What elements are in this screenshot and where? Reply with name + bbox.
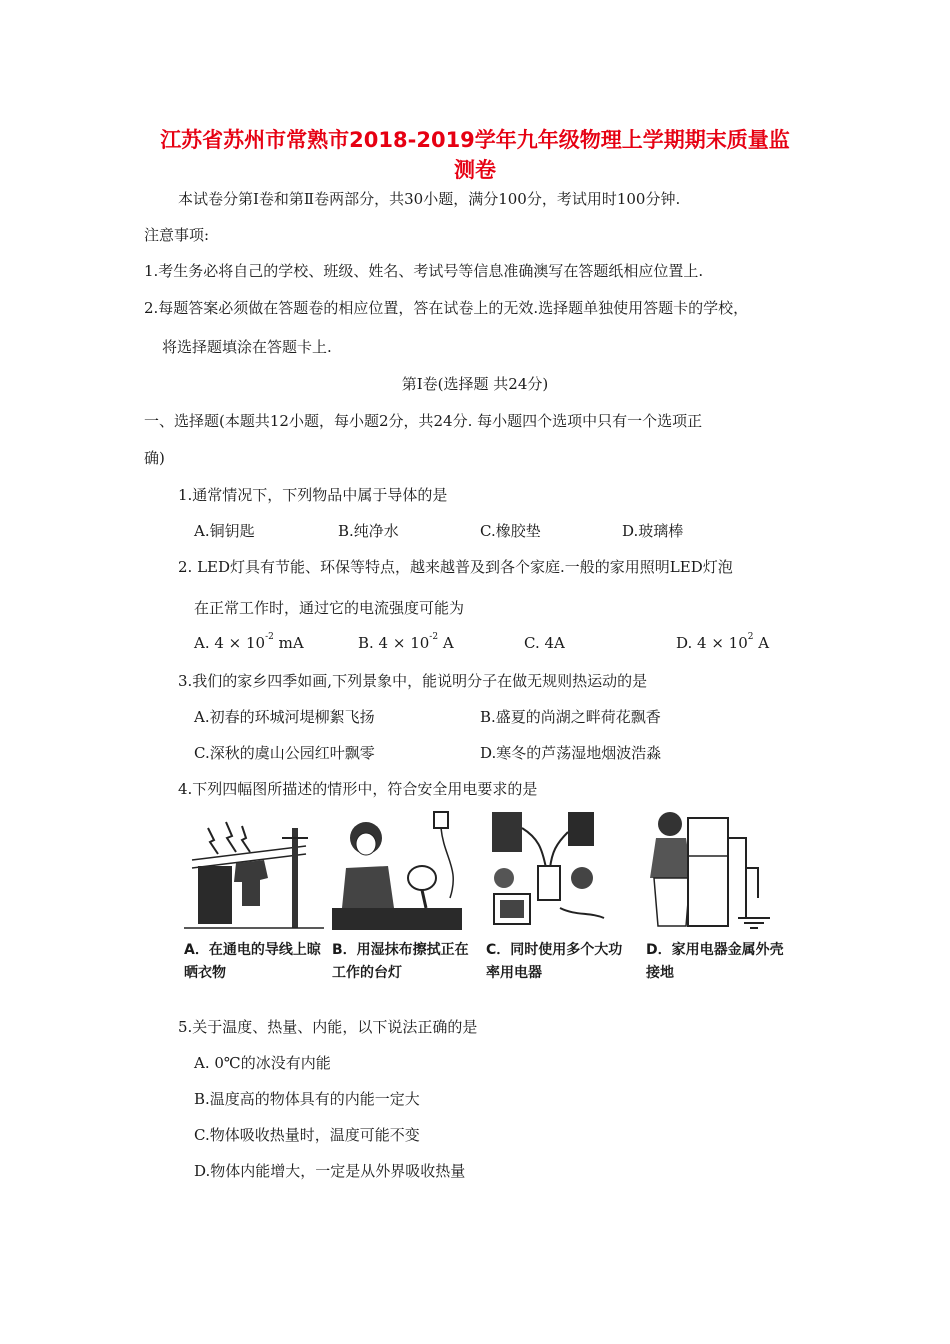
intro-text: 本试卷分第Ⅰ卷和第Ⅱ卷两部分，共30小题，满分100分，考试用时100分钟. (178, 190, 681, 208)
document-title-line1: 江苏省苏州市常熟市2018-2019学年九年级物理上学期期末质量监 (160, 128, 790, 152)
notice-heading: 注意事项: (144, 226, 210, 244)
q5-option-a: A. 0℃的冰没有内能 (194, 1054, 331, 1072)
q3-option-d: D.寒冬的芦荡湿地烟波浩淼 (480, 744, 662, 762)
grounding-illustration (646, 808, 786, 933)
q3-stem: 3.我们的家乡四季如画,下列景象中，能说明分子在做无规则热运动的是 (178, 672, 648, 690)
part1-title: 第Ⅰ卷(选择题 共24分) (401, 375, 549, 393)
q2-option-c: C. 4A (524, 634, 565, 652)
q4-caption-c: C．同时使用多个大功率用电器 (486, 942, 623, 981)
q5-stem: 5.关于温度、热量、内能，以下说法正确的是 (178, 1018, 478, 1036)
notice-item-1: 1.考生务必将自己的学校、班级、姓名、考试号等信息准确澳写在答题纸相应位置上. (144, 262, 704, 280)
q2-stem-a: 2. LED灯具有节能、环保等特点，越来越普及到各个家庭.一般的家用照明LED灯泡 (178, 558, 733, 576)
q2-option-d: D. $4 \times 10^2$ A (676, 632, 770, 652)
q1-option-d: D.玻璃棒 (622, 522, 684, 540)
section1-heading-b: 确) (144, 449, 165, 467)
wire-clothes-illustration (184, 808, 324, 933)
q3-option-b: B.盛夏的尚湖之畔荷花飘香 (480, 708, 661, 726)
q1-option-a: A.铜钥匙 (194, 522, 255, 540)
notice-item-2a: 2.每题答案必须做在答题卷的相应位置，答在试卷上的无效.选择题单独使用答题卡的学校， (144, 299, 749, 317)
q5-option-c: C.物体吸收热量时，温度可能不变 (194, 1126, 420, 1144)
section1-heading-a: 一、选择题(本题共12小题，每小题2分，共24分. 每小题四个选项中只有一个选项正 (144, 412, 703, 430)
q4-figure-a (184, 808, 329, 988)
q4-figure-b (332, 808, 477, 988)
q4-caption-b: B．用湿抹布擦拭正在工作的台灯 (332, 942, 469, 981)
q4-figure-c (486, 808, 631, 988)
q4-stem: 4.下列四幅图所描述的情形中，符合安全用电要求的是 (178, 780, 538, 798)
q4-caption-d: D．家用电器金属外壳接地 (646, 942, 784, 981)
q2-option-a: A. $4 \times 10^{-2}$ mA (194, 632, 304, 652)
q5-option-b: B.温度高的物体具有的内能一定大 (194, 1090, 420, 1108)
q4-caption-a: A．在通电的导线上晾晒衣物 (184, 942, 321, 981)
q5-option-d: D.物体内能增大，一定是从外界吸收热量 (194, 1162, 466, 1180)
q4-figure-d (646, 808, 791, 988)
power-strip-illustration (486, 808, 626, 933)
q2-stem-b: 在正常工作时，通过它的电流强度可能为 (194, 599, 465, 617)
document-title-line2: 测卷 (454, 158, 496, 182)
q1-option-c: C.橡胶垫 (480, 522, 541, 540)
q2-option-b: B. $4 \times 10^{-2}$ A (358, 632, 454, 652)
notice-item-2b: 将选择题填涂在答题卡上. (162, 338, 332, 356)
q1-option-b: B.纯净水 (338, 522, 399, 540)
lamp-cleaning-illustration (332, 808, 472, 933)
q3-option-a: A.初春的环城河堤柳絮飞扬 (194, 708, 375, 726)
q3-option-c: C.深秋的虞山公园红叶飘零 (194, 744, 375, 762)
q1-stem: 1.通常情况下，下列物品中属于导体的是 (178, 486, 448, 504)
